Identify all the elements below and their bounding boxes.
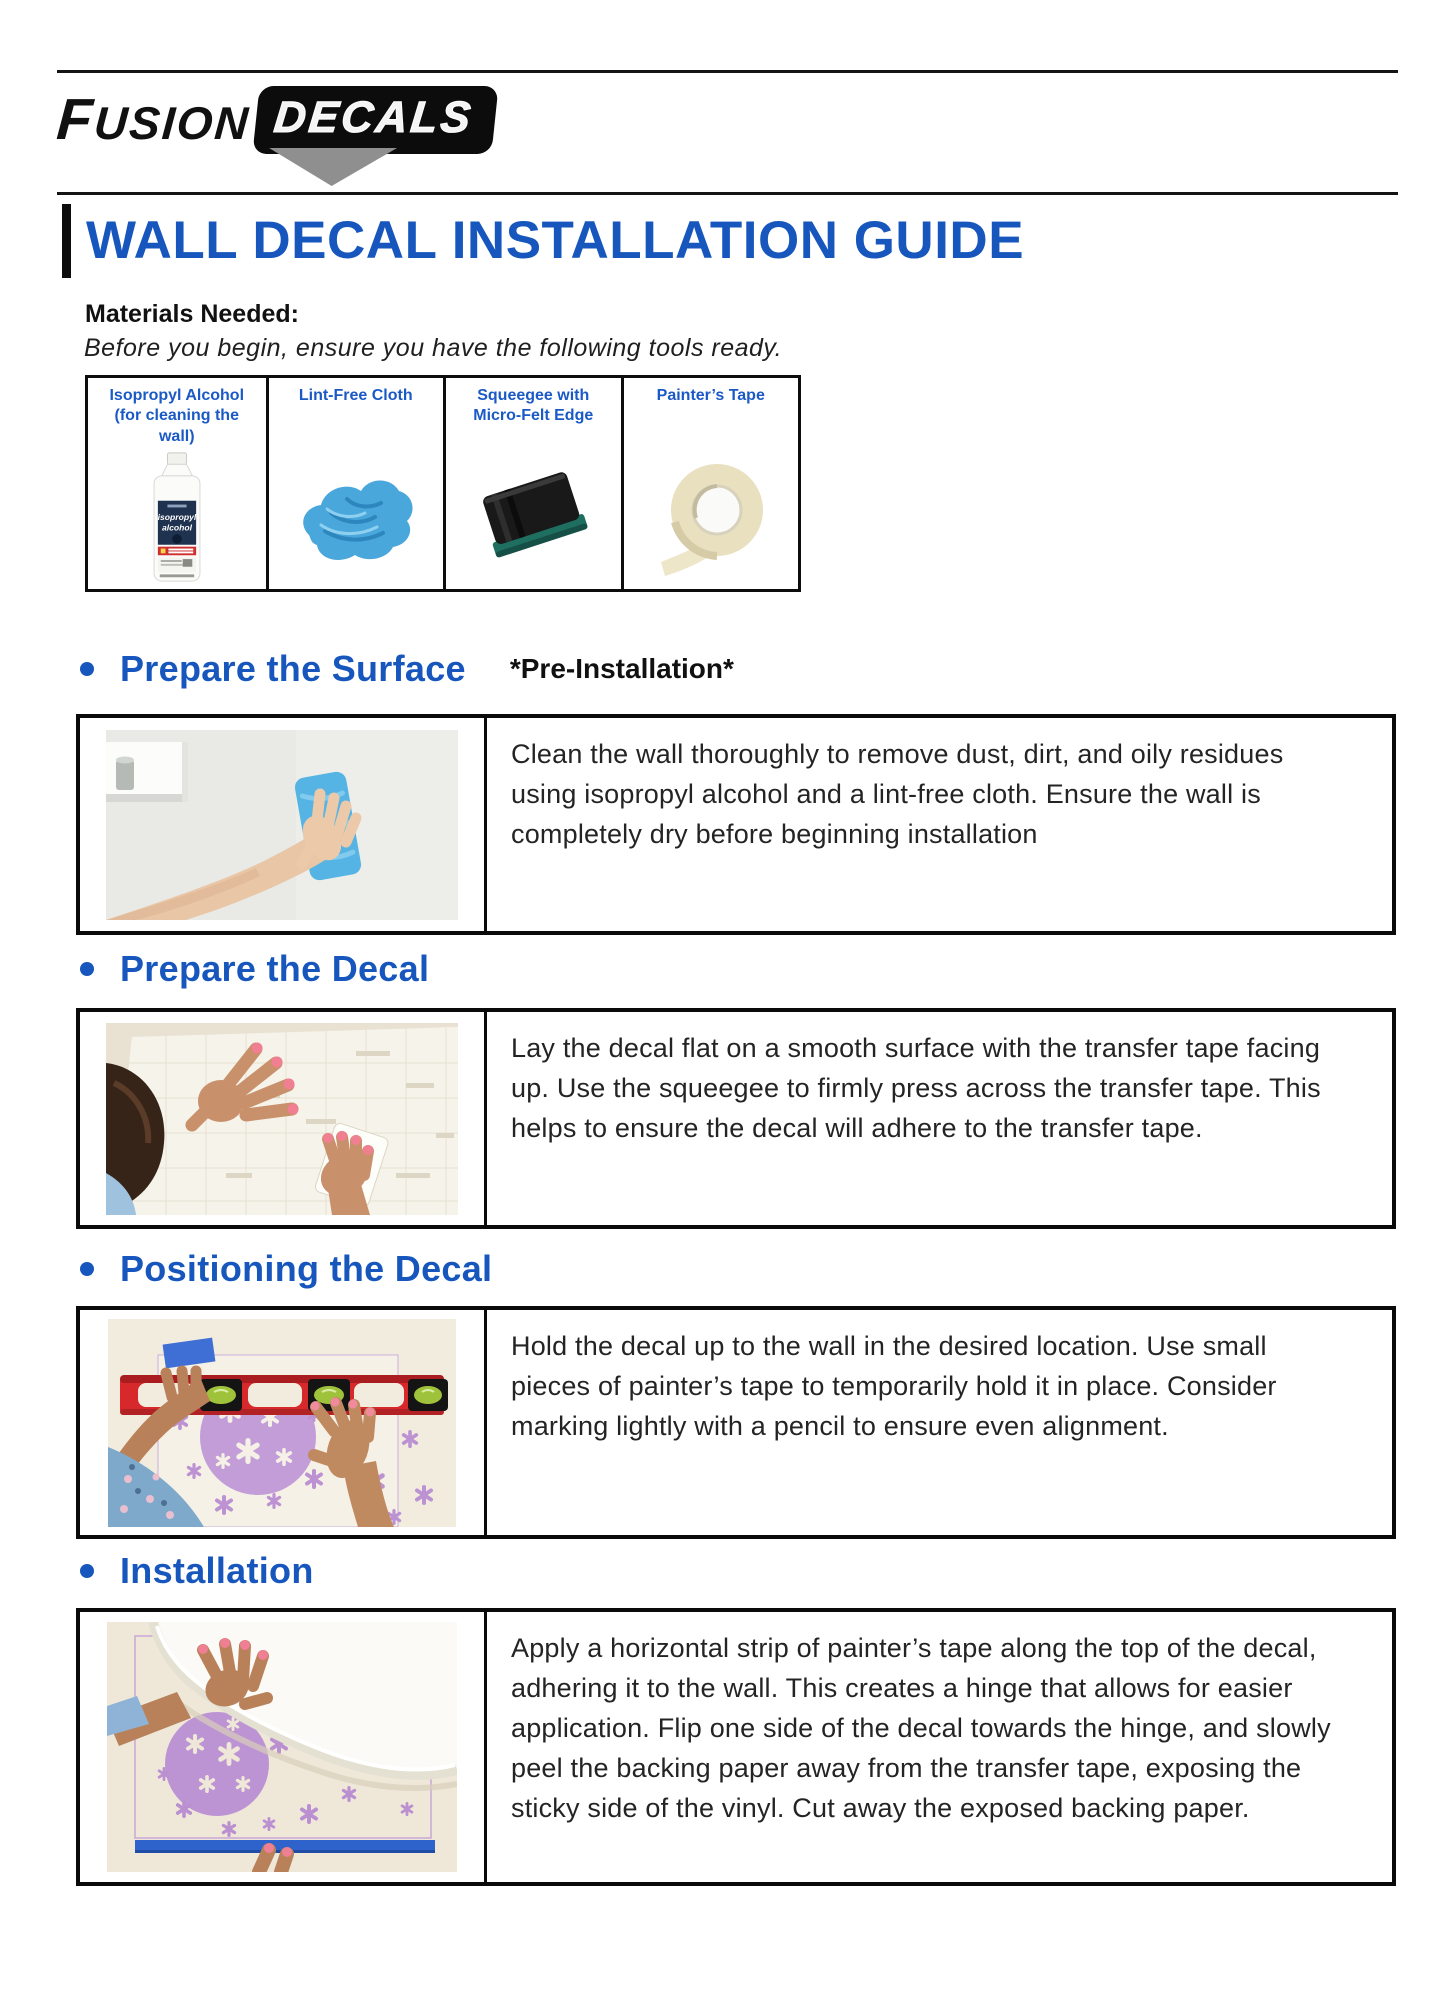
bottle-label-line1: isopropyl — [157, 511, 197, 522]
photo-cell — [80, 1012, 487, 1225]
step-text-cell — [487, 1612, 1392, 1882]
level-on-wall-photo — [108, 1319, 456, 1527]
step-box-installation — [76, 1608, 1396, 1886]
bullet-icon — [80, 1564, 94, 1578]
bullet-icon — [80, 962, 94, 976]
step-body-text: Lay the decal flat on a smooth surface with the transfer tape facing up. Use the squeegee to firmly press across the transfer tape. This helps to ensure the decal will adhere to the transfer tape. — [511, 1033, 1321, 1143]
press-decal-photo — [106, 1023, 458, 1215]
step-box-positioning — [76, 1306, 1396, 1539]
title-accent-bar — [62, 204, 71, 278]
squeegee-icon — [468, 451, 598, 583]
photo-cell — [80, 718, 487, 931]
section-heading-row-positioning — [80, 1248, 492, 1290]
material-cell-painters-tape — [621, 378, 799, 589]
material-cell-lint-free-cloth — [266, 378, 444, 589]
section-heading-row-prepare-surface — [80, 648, 734, 690]
step-body-text: Clean the wall thoroughly to remove dust, dirt, and oily residues using isopropyl alcohol and a lint-free cloth. Ensure the wall is completely dry before beginning installation — [511, 739, 1284, 849]
step-text-cell — [487, 1310, 1392, 1535]
brand-decals-text: DECALS — [271, 92, 476, 142]
brand-logo — [54, 86, 493, 153]
bullet-icon — [80, 1262, 94, 1276]
page-title: WALL DECAL INSTALLATION GUIDE — [86, 211, 1025, 270]
step-box-prepare-surface — [76, 714, 1396, 935]
title-row — [62, 204, 1024, 278]
section-heading-row-installation — [80, 1550, 314, 1592]
section-heading: Prepare the Decal — [120, 948, 430, 989]
materials-heading: Materials Needed: — [85, 300, 299, 328]
header-rule-top — [57, 70, 1398, 73]
photo-cell — [80, 1310, 487, 1535]
materials-table — [85, 375, 801, 592]
cloth-icon — [291, 451, 421, 583]
material-label: Lint-Free Cloth — [298, 387, 413, 404]
pre-installation-note: *Pre-Installation* — [509, 653, 734, 684]
peel-backing-photo — [107, 1622, 457, 1872]
bottle-label-line2: alcohol — [161, 522, 192, 533]
step-box-prepare-decal — [76, 1008, 1396, 1229]
decal-peel-fold-shape — [265, 148, 397, 186]
tape-roll-icon — [651, 451, 771, 583]
step-text-cell — [487, 1012, 1392, 1225]
material-label: Painter’s Tape — [656, 387, 765, 404]
section-heading: Prepare the Surface — [120, 648, 466, 689]
material-label: Isopropyl Alcohol (for cleaning the wall) — [109, 387, 245, 445]
step-body-text: Apply a horizontal strip of painter’s tape along the top of the decal, adhering it to the wall. This creates a hinge that allows for easier application. Flip one side of the decal towards the hinge, and slowly peel the backing paper away from the transfer tape, exposing the sticky side of the vinyl. Cut away the exposed backing paper. — [511, 1633, 1331, 1823]
section-heading: Positioning the Decal — [120, 1248, 493, 1289]
section-heading-row-prepare-decal — [80, 948, 429, 990]
bullet-icon — [80, 662, 94, 676]
materials-subheading: Before you begin, ensure you have the following tools ready. — [84, 334, 783, 362]
material-cell-isopropyl-alcohol — [88, 378, 266, 589]
photo-cell — [80, 1612, 487, 1882]
step-body-text: Hold the decal up to the wall in the desired location. Use small pieces of painter’s tape to temporarily hold it in place. Consider marking lightly with a pencil to ensure even alignment. — [511, 1331, 1277, 1441]
material-cell-squeegee — [443, 378, 621, 589]
brand-decals-badge — [255, 88, 497, 152]
material-label: Squeegee with Micro-Felt Edge — [473, 387, 594, 425]
header-rule-bottom — [57, 192, 1398, 195]
brand-fusion-text: FUSION — [54, 87, 252, 152]
clean-wall-photo — [106, 730, 458, 920]
step-text-cell — [487, 718, 1392, 931]
alcohol-bottle-icon — [127, 451, 227, 583]
section-heading: Installation — [120, 1550, 314, 1591]
